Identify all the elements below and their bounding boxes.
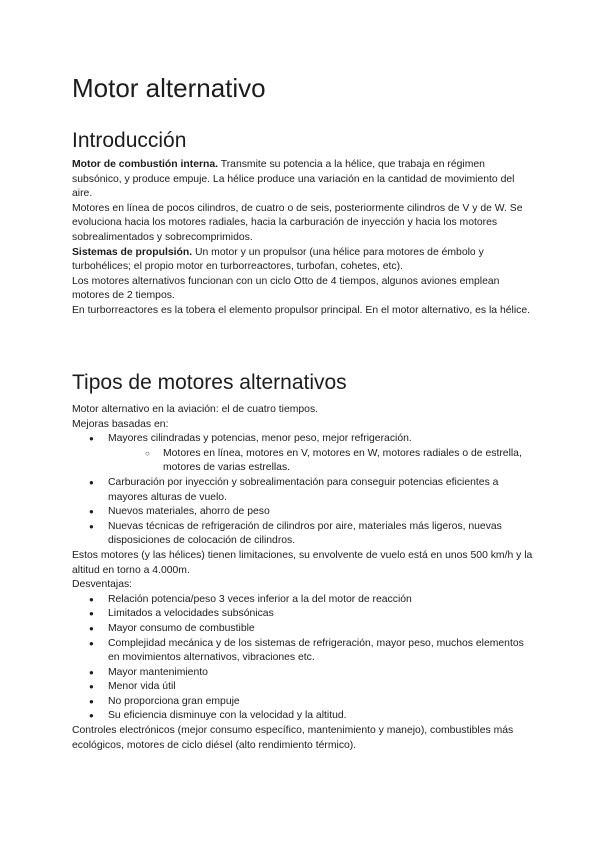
intro-paragraph-2: Motores en línea de pocos cilindros, de cuatro o de seis, posteriormente cilindros de V y de W. Se evoluciona hacia los motores radiales, hacia la carburación de inyección y hacia los motores sobrealimentados y sobrecomprimidos. — [72, 202, 523, 243]
limits-paragraph: Estos motores (y las hélices) tienen limitaciones, su envolvente de vuelo está en unos 500 km/h y la altitud en torno a 4.000m. — [72, 549, 533, 576]
improvement-item: ● Carburación por inyección y sobrealimentación para conseguir potencias eficientes a mayores alturas de vuelo. — [72, 476, 534, 505]
types-section — [72, 403, 534, 753]
disadvantage-item: ● Mayor consumo de combustible — [72, 622, 534, 637]
types-line-2: Mejoras basadas en: — [72, 418, 169, 430]
section-heading-tipos: Tipos de motores alternativos — [72, 371, 347, 394]
document-title: Motor alternativo — [72, 73, 266, 103]
intro-paragraph-4: Los motores alternativos funcionan con un ciclo Otto de 4 tiempos, algunos aviones emplean motores de 2 tiempos. — [72, 275, 500, 302]
improvements-list — [72, 432, 534, 549]
improvement-item: ● Nuevos materiales, ahorro de peso — [72, 505, 534, 520]
intro-paragraph-1 — [72, 158, 534, 202]
disadvantage-item: ● No proporciona gran empuje — [72, 695, 534, 710]
disadvantage-item: ● Complejidad mecánica y de los sistemas de refrigeración, mayor peso, muchos elementos en movimientos alternativos, vibraciones etc. — [72, 637, 534, 666]
improvement-item — [72, 432, 534, 476]
sub-improvement-item: ○ Motores en línea, motores en V, motores en W, motores radiales o de estrella, motores de varias estrellas. — [108, 447, 534, 476]
disadvantage-item: ● Su eficiencia disminuye con la velocidad y la altitud. — [72, 709, 534, 724]
sub-improvements-list — [108, 447, 534, 476]
disadvantage-item: ● Limitados a velocidades subsónicas — [72, 607, 534, 622]
improvement-text: Mayores cilindradas y potencias, menor peso, mejor refrigeración. — [108, 433, 412, 445]
intro-bold-term-sistemas: Sistemas de propulsión. — [72, 246, 193, 258]
disadvantages-label: Desventajas: — [72, 579, 133, 591]
section-heading-introduccion: Introducción — [72, 129, 187, 152]
intro-bold-term-motor: Motor de combustión interna. — [72, 159, 219, 170]
intro-section — [72, 158, 534, 319]
types-line-1: Motor alternativo en la aviación: el de cuatro tiempos. — [72, 404, 319, 415]
intro-text-1: Transmite su potencia a la hélice, que trabaja en régimen subsónico, y produce empuje. La hélice produce una variación en la cantidad de movimiento del aire. — [72, 159, 515, 200]
improvement-item: ● Nuevas técnicas de refrigeración de cilindros por aire, materiales más ligeros, nuevas disposiciones de colocación de cilindros. — [72, 520, 534, 549]
disadvantage-item: ● Relación potencia/peso 3 veces inferior a la del motor de reacción — [72, 593, 534, 608]
intro-paragraph-3 — [72, 246, 534, 275]
intro-text-3: Un motor y un propulsor (una hélice para motores de émbolo y turbohélices; el propio motor en turborreactores, turbofan, cohetes, etc). — [72, 246, 484, 273]
closing-paragraph: Controles electrónicos (mejor consumo específico, mantenimiento y manejo), combustibles más ecológicos, motores de ciclo diésel (alto rendimiento térmico). — [72, 725, 514, 751]
disadvantage-item: ● Mayor mantenimiento — [72, 666, 534, 681]
disadvantages-list — [72, 593, 534, 724]
disadvantage-item: ● Menor vida útil — [72, 680, 534, 695]
intro-paragraph-5: En turborreactores es la tobera el elemento propulsor principal. En el motor alternativo, es la hélice. — [72, 304, 531, 316]
